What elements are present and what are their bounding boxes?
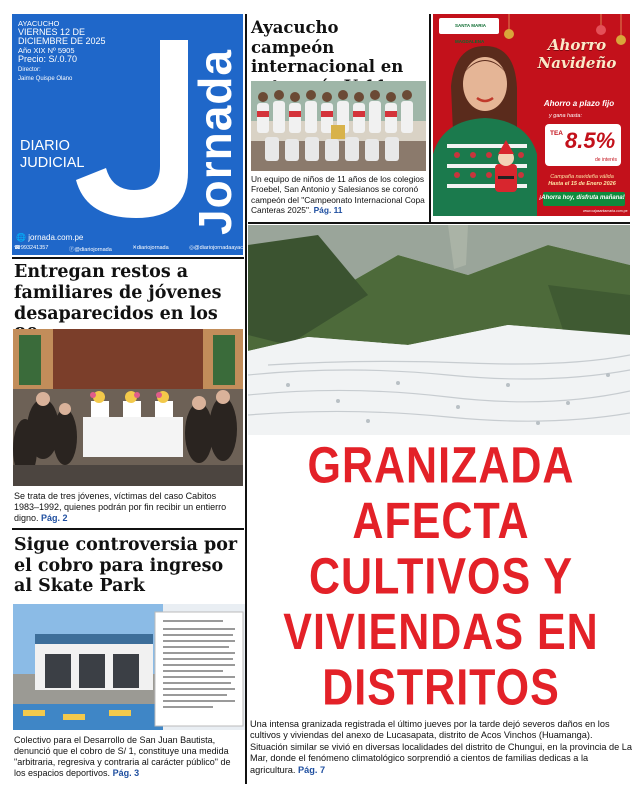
u11-page-ref[interactable]: Pág. 11 [313, 205, 343, 216]
ad-url[interactable]: www.cajasantamaria.com.pe [583, 209, 628, 213]
facebook-link[interactable]: Ⓕ@diariojornada [68, 247, 112, 253]
skate-page-ref[interactable]: Pág. 3 [112, 768, 140, 778]
x-link[interactable]: ✕diariojornada [132, 245, 169, 251]
lead-summary: Una intensa granizada registrada el último jueves por la tarde dejó severos daños en los cultivos y viviendas del anexo de Lucasapata, distrito de Acos Vinchos (Huamanga). Situación similar se vivió en diversas localidades del distrito de Chungui, en la provincia de La Mar, donde el fenómeno climatológico sorprendió a cientos de familias dedicas a la agricultura. Pág. 7 [250, 719, 632, 775]
x-icon: ✕ [132, 245, 137, 251]
lead-page-ref[interactable]: Pág. 7 [298, 764, 326, 775]
ad-rate-suffix: de interés [595, 157, 617, 163]
skate-headline[interactable]: Sigue controversia por el cobro para ingreso al Skate Park [14, 535, 238, 596]
lead-headline-line-5: DISTRITOS [322, 659, 560, 717]
ad-slogan: ¡Ahorra hoy, disfruta mañana! [539, 195, 625, 201]
brand-wordmark: Jornada [189, 48, 241, 235]
lead-headline-line-3: CULTIVOS Y [308, 548, 574, 606]
issue-edition: Año XIX Nº 5905 [18, 46, 75, 55]
ad-campaign-note: Campaña navideña válida Hasta el 15 de Enero 2026 [548, 174, 616, 187]
restos-headline[interactable]: Entregan restos a familiares de jóvenes desaparecidos en los [14, 262, 222, 324]
issue-date-line1: VIERNES 12 DE [18, 27, 86, 37]
lead-headline-line-4: VIVIENDAS EN [283, 604, 599, 661]
column-divider-ad [429, 14, 431, 222]
column-divider-main [245, 14, 247, 784]
issue-city: AYACUCHO [18, 19, 60, 28]
whatsapp-icon: ☎ [14, 245, 21, 251]
lead-headline-line-2: AFECTA [352, 493, 530, 550]
ad-bank-logo: SANTA MARIA MAGDALENA [439, 18, 499, 34]
instagram-icon: ◎ [189, 245, 194, 251]
issue-date-line2: DICIEMBRE DE 2025 [18, 36, 106, 46]
skate-park-photo [13, 604, 245, 730]
social-links [14, 245, 243, 253]
skate-summary: Colectivo para el Desarrollo de San Juan Bautista, denunció que el cobro de S/ 1, constituye una medida "arbitraria, regresiva y contraria al carácter público" de los espacios deportivos. Pág. 3 [14, 735, 231, 778]
section-divider-2 [12, 528, 244, 530]
lead-headline-line-1: GRANIZADA [307, 437, 575, 495]
u11-headline[interactable]: Ayacucho campeón internacional en [251, 18, 404, 76]
website-link[interactable]: 🌐 jornada.com.pe [16, 233, 84, 242]
lead-headline[interactable] [248, 439, 634, 716]
ad-rate-label: TEA [550, 130, 563, 137]
u11-summary: Un equipo de niños de 11 años de los colegios Froebel, San Antonio y Salesianos se coronó campeón del "Campeonato Internacional Copa Canteras 2025". Pág. 11 [251, 174, 425, 216]
section-divider-3 [248, 222, 630, 224]
masthead [12, 14, 243, 255]
whatsapp-link[interactable]: ☎993241357 [14, 245, 49, 251]
restos-ceremony-photo [13, 329, 243, 486]
ad-ahorro-navideno[interactable] [433, 14, 630, 216]
ad-rate-value: 8.5% [565, 128, 616, 153]
instagram-link[interactable]: ◎@diariojornadaayac [189, 245, 243, 251]
hailstorm-field-photo [248, 225, 630, 435]
ad-subtitle: Ahorro a plazo fijo [543, 99, 615, 108]
ad-rate-box [545, 124, 621, 166]
facebook-icon: Ⓕ [68, 247, 75, 253]
web-icon: 🌐 [16, 233, 26, 242]
issue-price: Precio: S/.0.70 [18, 54, 78, 64]
section-divider-1 [12, 257, 244, 259]
restos-summary: Se trata de tres jóvenes, víctimas del caso Cabitos 1983–1992, quienes podrán por fin recibir un entierro digno. Pág. 2 [14, 491, 227, 523]
director-label: Director: [18, 67, 41, 73]
u11-team-photo [251, 81, 426, 171]
ad-rate-prefix: y gana hasta: [549, 113, 583, 119]
masthead-subtitle: DIARIO JUDICIAL [20, 138, 85, 171]
ad-title: Ahorro Navideño [537, 36, 617, 72]
director-name: Jaime Quispe Olano [18, 76, 73, 82]
restos-page-ref[interactable]: Pág. 2 [41, 513, 68, 523]
